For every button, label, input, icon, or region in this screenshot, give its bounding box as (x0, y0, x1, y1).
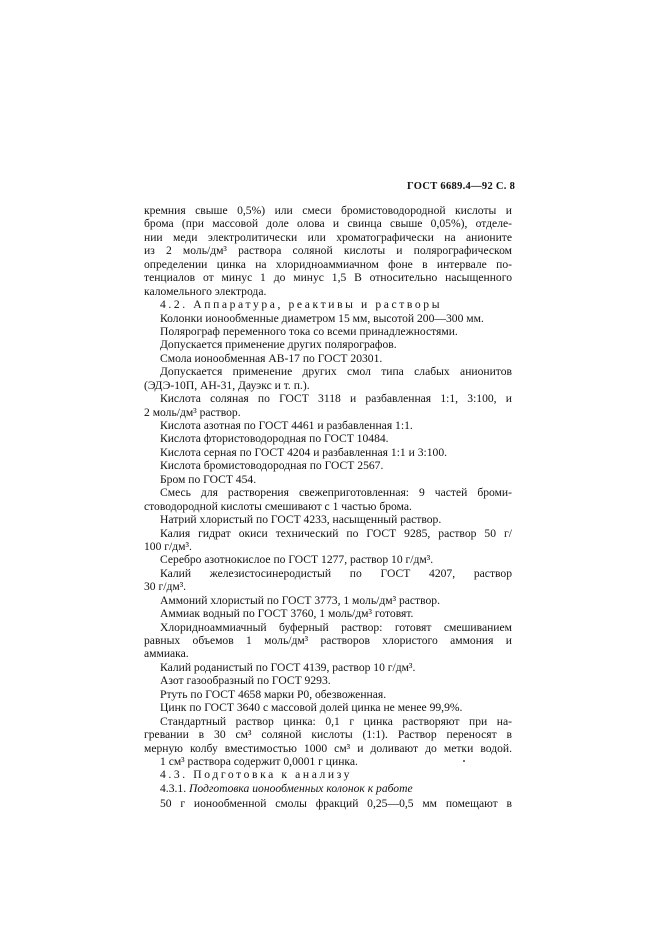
text-line: Аммоний хлористый по ГОСТ 3773, 1 моль/дм³ раствор. (160, 593, 440, 607)
text-line: 50 г ионообменной смолы фракций 0,25—0,5 мм помещают в (160, 797, 512, 811)
section-heading-4-3: 4.3. Подготовка к анализу (160, 768, 353, 782)
text-line: 2 моль/дм³ раствор. (144, 405, 241, 419)
text-line: Допускается применение других смол типа слабых анионитов (160, 365, 512, 379)
page-header: ГОСТ 6689.4—92 С. 8 (407, 181, 516, 192)
text-line: мерную колбу вместимостью 1000 см³ и доливают до метки водой. (144, 741, 512, 755)
text-line: Колонки ионообменные диаметром 15 мм, высотой 200—300 мм. (160, 311, 484, 325)
text-line: Ртуть по ГОСТ 4658 марки Р0, обезвоженная. (160, 687, 387, 701)
text-line: Бром по ГОСТ 454. (160, 472, 257, 486)
text-line: Кислота бромистоводородная по ГОСТ 2567. (160, 459, 384, 473)
text-line: Кислота серная по ГОСТ 4204 и разбавленная 1:1 и 3:100. (160, 445, 448, 459)
text-line: Полярограф переменного тока со всеми принадлежностями. (160, 324, 458, 338)
text-line: гревании в 30 см³ соляной кислоты (1:1). Раствор переносят в (144, 728, 512, 742)
text-line: Калия гидрат окиси технический по ГОСТ 9285, раствор 50 г/ (160, 526, 512, 540)
text-line: Азот газообразный по ГОСТ 9293. (160, 674, 331, 688)
text-line: (ЭДЭ-10П, АН-31, Дауэкс и т. п.). (144, 378, 310, 392)
text-line: Калий железистосинеродистый по ГОСТ 4207, раствор (160, 566, 512, 580)
text-line: Цинк по ГОСТ 3640 с массовой долей цинка не менее 99,9%. (160, 701, 463, 715)
text-line: Кислота фтористоводородная по ГОСТ 10484. (160, 432, 389, 446)
text-line: тенциалов от минус 1 до минус 1,5 В относительно насыщенного (144, 271, 512, 285)
text-line: Смола ионообменная АВ-17 по ГОСТ 20301. (160, 351, 383, 365)
text-line: Допускается применение других полярографов. (160, 338, 397, 352)
scan-speck (463, 760, 465, 762)
text-line: равных объемов 1 моль/дм³ растворов хлористого аммония и (144, 634, 512, 647)
text-line: 100 г/дм³. (144, 539, 192, 553)
text-line: 30 г/дм³. (144, 580, 187, 594)
text-line: Кислота азотная по ГОСТ 4461 и разбавленная 1:1. (160, 419, 413, 432)
text-line: Стандартный раствор цинка: 0,1 г цинка растворяют при на- (160, 714, 512, 728)
text-line: аммиака. (144, 647, 189, 661)
text-line: брома (при массовой доле олова и свинца свыше 0,05%), отделе- (144, 217, 512, 231)
text-line: Кислота соляная по ГОСТ 3118 и разбавленная 1:1, 3:100, и (160, 392, 512, 406)
text-line: стоводородной кислоты смешивают с 1 частью брома. (144, 499, 412, 513)
text-line: Аммиак водный по ГОСТ 3760, 1 моль/дм³ готовят. (160, 607, 414, 621)
text-line: нии меди электролитически или хроматографически на анионите (144, 230, 512, 244)
text-line: Смесь для растворения свежеприготовленная: 9 частей броми- (160, 486, 512, 500)
text-line: 1 см³ раствора содержит 0,0001 г цинка. (160, 754, 358, 768)
text-line: Калий роданистый по ГОСТ 4139, раствор 10 г/дм³. (160, 660, 416, 674)
text-line: кремния свыше 0,5%) или смеси бромистоводородной кислоты и (144, 204, 512, 217)
text-line: каломельного электрода. (144, 284, 267, 298)
section-heading-4-2: 4.2. Аппаратура, реактивы и растворы (160, 298, 443, 312)
text-line: Серебро азотнокислое по ГОСТ 1277, раствор 10 г/дм³. (160, 553, 434, 567)
subsection-heading-4-3-1 (144, 782, 512, 795)
subsection-title: Подготовка ионообменных колонок к работе (189, 781, 413, 795)
text-line: из 2 моль/дм³ раствора соляной кислоты и полярографическом (144, 244, 512, 258)
document-body (144, 204, 512, 811)
text-line: Натрий хлористый по ГОСТ 4233, насыщенный раствор. (160, 513, 442, 527)
text-line: Хлоридноаммиачный буферный раствор: готовят смешиванием (160, 620, 512, 634)
text-line: определении цинка на хлоридноаммиачном фоне в интервале по- (144, 257, 512, 271)
subsection-number: 4.3.1. (160, 781, 187, 795)
